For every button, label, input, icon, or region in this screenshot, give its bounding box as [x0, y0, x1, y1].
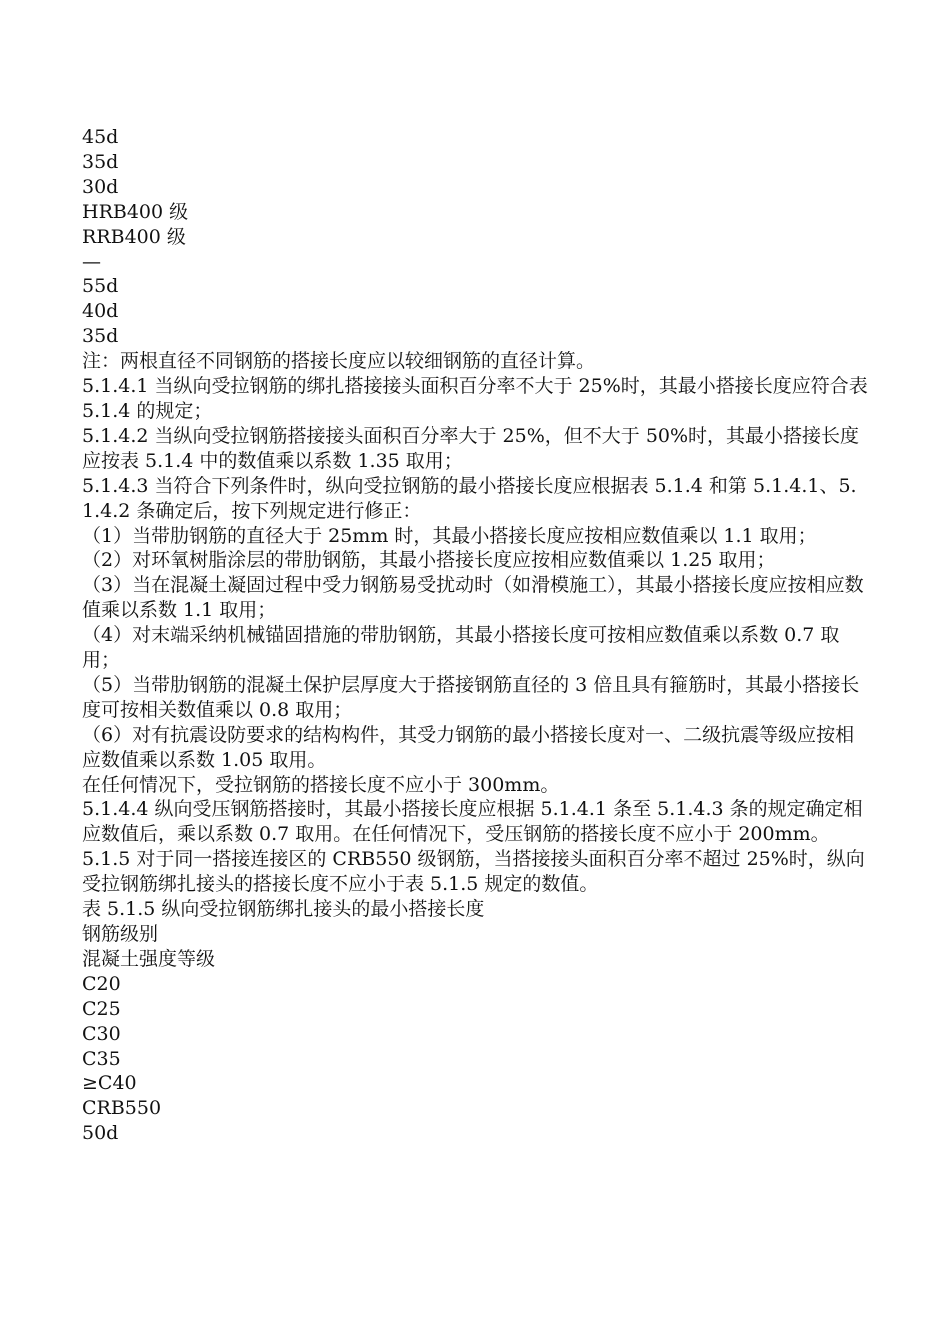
- text-line: 30d: [82, 175, 119, 198]
- text-line: 45d: [82, 126, 119, 148]
- text-line: RRB400 级: [82, 225, 186, 248]
- table-cell: C20: [82, 972, 121, 995]
- item-3: （3）当在混凝土凝固过程中受力钢筋易受扰动时（如滑模施工），其最小搭接长度应按相应数值乘以系数 1.1 取用；: [82, 574, 864, 622]
- clause-5-1-5: 5.1.5 对于同一搭接连接区的 CRB550 级钢筋，当搭接接头面积百分率不超过 25%时，纵向受拉钢筋绑扎接头的搭接长度不应小于表 5.1.5 规定的数值。: [82, 848, 865, 896]
- table-cell: C25: [82, 997, 121, 1020]
- text-line: 40d: [82, 300, 119, 323]
- text-line: —: [82, 250, 101, 273]
- table-cell: C30: [82, 1022, 121, 1045]
- clause-5-1-4-2: 5.1.4.2 当纵向受拉钢筋搭接接头面积百分率大于 25%，但不大于 50%时，其最小搭接长度应按表 5.1.4 中的数值乘以系数 1.35 取用；: [82, 424, 860, 472]
- item-5: （5）当带肋钢筋的混凝土保护层厚度大于搭接钢筋直径的 3 倍且具有箍筋时，其最小搭接长度可按相关数值乘以 0.8 取用；: [82, 673, 860, 721]
- item-4: （4）对末端采纳机械锚固措施的带肋钢筋，其最小搭接长度可按相应数值乘以系数 0.7 取用；: [82, 624, 840, 672]
- clause-5-1-4-1: 5.1.4.1 当纵向受拉钢筋的绑扎搭接接头面积百分率不大于 25%时，其最小搭接长度应符合表 5.1.4 的规定；: [82, 375, 868, 422]
- table-cell: CRB550: [82, 1097, 162, 1120]
- note-paragraph: 注：两根直径不同钢筋的搭接长度应以较细钢筋的直径计算。: [82, 350, 596, 373]
- table-cell: C35: [82, 1047, 121, 1070]
- document-body: [82, 125, 872, 1146]
- clause-5-1-4-4: 5.1.4.4 纵向受压钢筋搭接时，其最小搭接长度应根据 5.1.4.1 条至 5.1.4.3 条的规定确定相应数值后，乘以系数 0.7 取用。在任何情况下，受压钢筋的搭接长度不应小于 200mm。: [82, 798, 863, 846]
- table-cell: 50d: [82, 1122, 119, 1145]
- item-6: （6）对有抗震设防要求的结构构件，其受力钢筋的最小搭接长度对一、二级抗震等级应按相应数值乘以系数 1.05 取用。: [82, 723, 855, 771]
- item-1: （1）当带肋钢筋的直径大于 25mm 时，其最小搭接长度应按相应数值乘以 1.1 取用；: [82, 524, 817, 547]
- item-2: （2）对环氧树脂涂层的带肋钢筋，其最小搭接长度应按相应数值乘以 1.25 取用；: [82, 549, 776, 572]
- paragraph-min-length: 在任何情况下，受拉钢筋的搭接长度不应小于 300mm。: [82, 773, 560, 796]
- text-line: 55d: [82, 275, 119, 298]
- text-line: 35d: [82, 150, 119, 173]
- text-line: HRB400 级: [82, 200, 189, 223]
- table-header-grade: 钢筋级别: [82, 923, 159, 945]
- text-line: 35d: [82, 325, 119, 348]
- clause-5-1-4-3: 5.1.4.3 当符合下列条件时，纵向受拉钢筋的最小搭接长度应根据表 5.1.4 和第 5.1.4.1、5.1.4.2 条确定后，按下列规定进行修正：: [82, 474, 857, 522]
- table-cell: ≥C40: [82, 1072, 137, 1095]
- table-caption: 表 5.1.5 纵向受拉钢筋绑扎接头的最小搭接长度: [82, 898, 485, 921]
- table-header-concrete: 混凝土强度等级: [82, 947, 216, 970]
